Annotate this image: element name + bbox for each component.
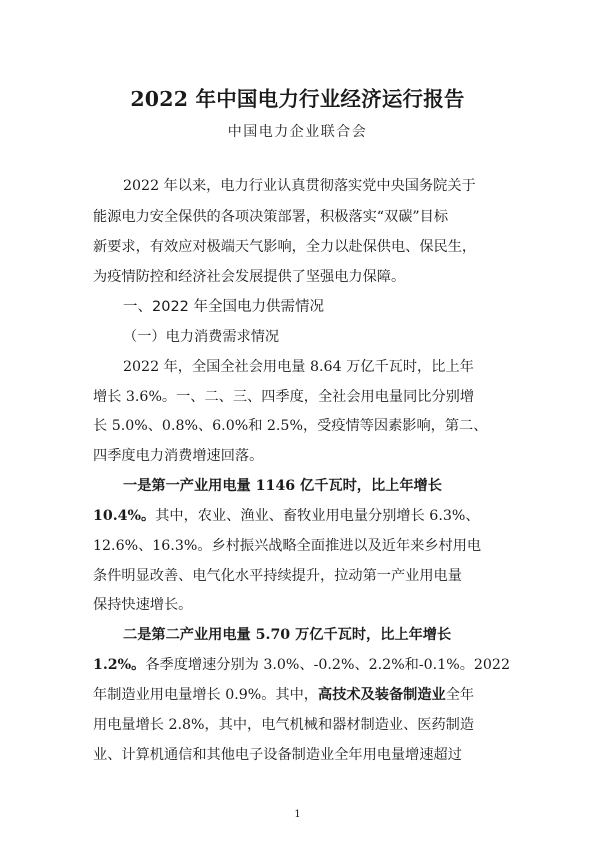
para-line: 增长 3.6%。一、二、三、四季度，全社会用电量同比分别增 [93,389,475,405]
organization-name: 中国电力企业联合会 [227,124,368,140]
section-heading: 一、2022 年全国电力供需情况 [123,299,325,315]
plain-text: 各季度增速分别为 3.0%、-0.2%、2.2%和-0.1%。2022 [145,657,510,673]
para-line [93,685,474,705]
para-line: 用电量增长 2.8%，其中，电气机械和器材制造业、医药制造 [93,717,475,733]
bold-text: 10.4%。 [93,508,156,524]
subsection-heading: （一）电力消费需求情况 [123,329,280,345]
para-line: 保持快速增长。 [93,597,193,613]
para-line: 2022 年，全国全社会用电量 8.64 万亿千瓦时，比上年 [123,359,474,375]
para-line [93,655,510,675]
para-line: 条件明显改善、电气化水平持续提升，拉动第一产业用电量 [93,568,462,584]
plain-text: 全年 [445,687,475,703]
para-line-bold: 一是第一产业用电量 1146 亿千瓦时，比上年增长 [123,478,442,494]
plain-text: 年制造业用电量增长 0.9%。其中， [93,687,318,703]
bold-text: 高技术及装备制造业 [318,687,446,703]
para-line-bold: 二是第二产业用电量 5.70 万亿千瓦时，比上年增长 [123,627,452,643]
page-number: 1 [294,809,301,820]
intro-line: 能源电力安全保供的各项决策部署，积极落实“双碳”目标 [93,209,449,225]
para-line: 业、计算机通信和其他电子设备制造业全年用电量增速超过 [93,747,462,763]
plain-text: 其中，农业、渔业、畜牧业用电量分别增长 6.3%、 [155,508,480,524]
para-line: 12.6%、16.3%。乡村振兴战略全面推进以及近年来乡村用电 [93,538,482,554]
intro-line: 2022 年以来，电力行业认真贯彻落实党中央国务院关于 [123,178,476,194]
intro-line: 新要求，有效应对极端天气影响，全力以赴保供电、保民生， [93,239,477,255]
para-line: 四季度电力消费增速回落。 [93,448,264,464]
intro-line: 为疫情防控和经济社会发展提供了坚强电力保障。 [93,269,406,285]
bold-text: 1.2%。 [93,657,146,673]
report-title: 2022 年中国电力行业经济运行报告 [130,87,465,111]
para-line: 长 5.0%、0.8%、6.0%和 2.5%，受疫情等因素影响，第二、 [93,418,488,434]
para-line [93,506,480,526]
